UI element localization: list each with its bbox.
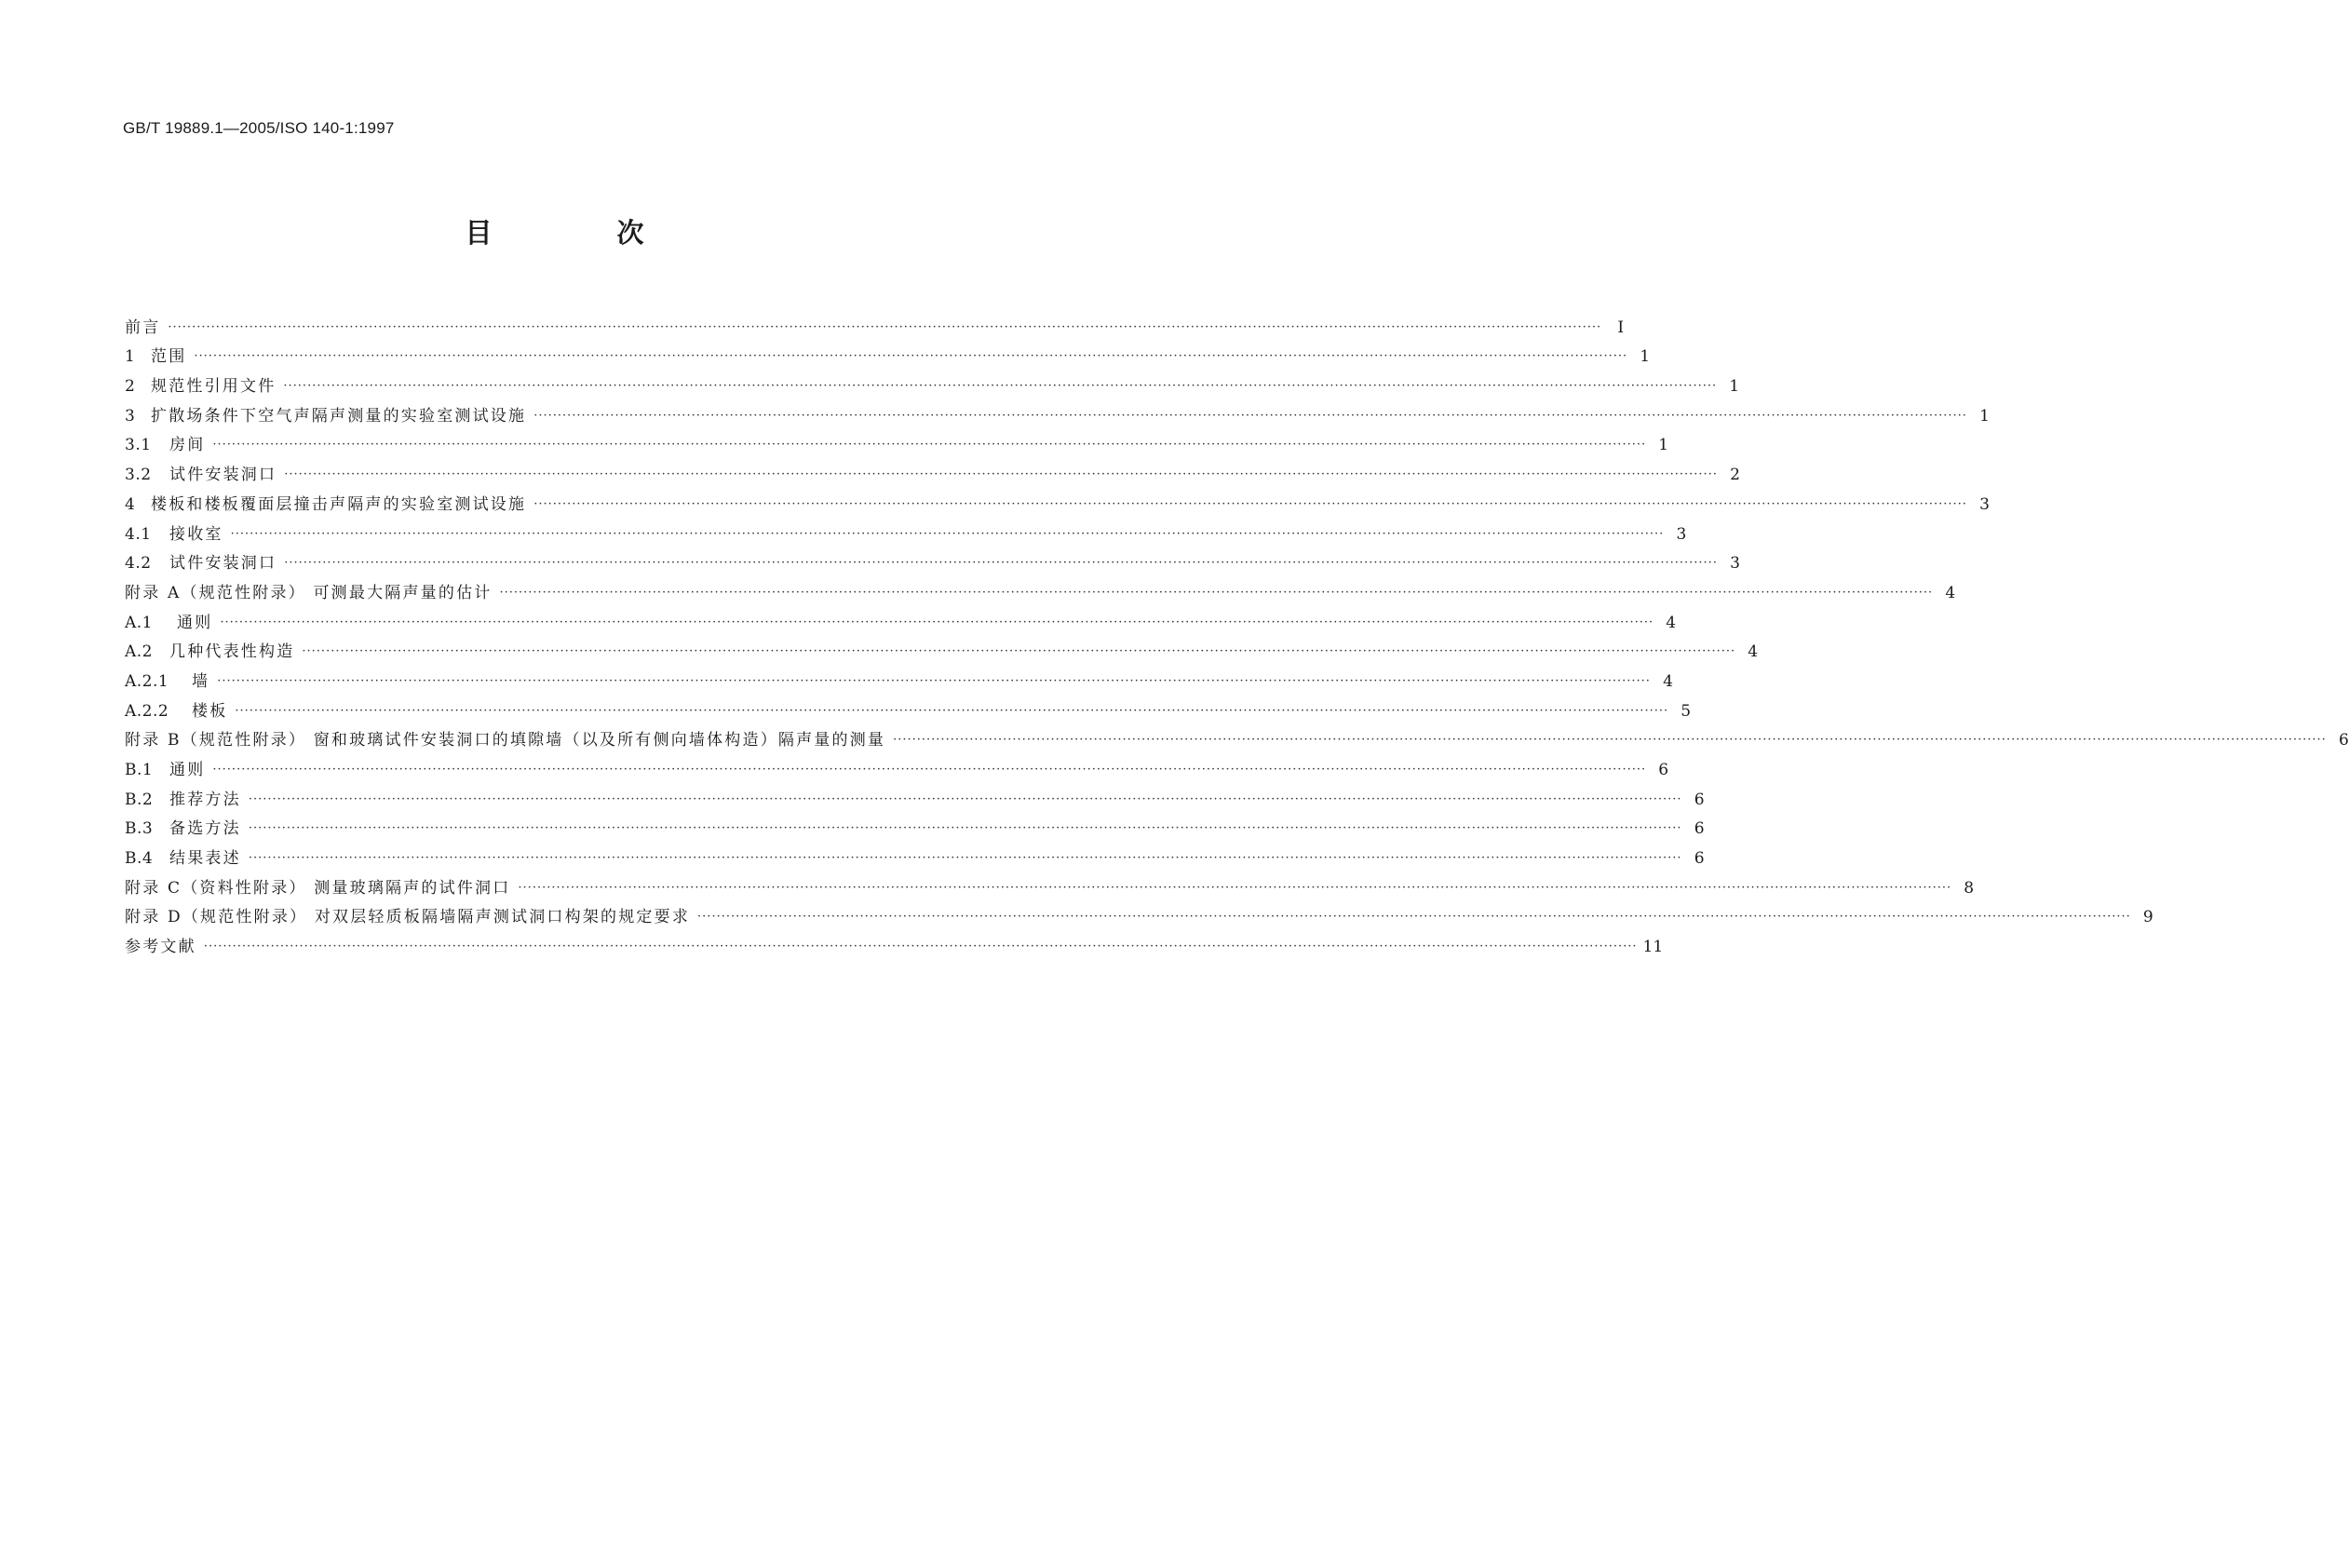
toc-entry[interactable] [125, 426, 1669, 456]
toc-entry-label: 试件安装洞口 [169, 554, 277, 574]
toc-entry-label: 房间 [169, 436, 206, 455]
toc-entry-number: 1 [125, 347, 136, 367]
toc-entry-page: 1 [1658, 436, 1669, 455]
toc-entry-page: 2 [1730, 466, 1740, 485]
toc-entry-page: 1 [1640, 347, 1651, 367]
toc-entry-page: 4 [1945, 583, 1956, 602]
toc-entry-number: 4 [125, 494, 136, 514]
toc-entry[interactable] [125, 780, 1705, 810]
toc-entry[interactable] [125, 338, 1651, 368]
toc-leader-dots: ············································································································································································································································································································ [168, 319, 1602, 334]
toc-leader-dots: ············································································································································································································································································································ [533, 496, 1967, 511]
toc-entry[interactable] [125, 455, 1740, 485]
toc-entry-label: 附录 C（资料性附录） 测量玻璃隔声的试件洞口 [125, 878, 511, 898]
toc-entry-label: 通则 [169, 761, 206, 779]
toc-entry-number: A.2.2 [125, 701, 169, 721]
toc-entry-number: 3 [125, 406, 136, 426]
toc-entry-label: 几种代表性构造 [169, 642, 295, 662]
toc-entry-label: 参考文献 [125, 938, 196, 957]
toc-entry[interactable] [125, 603, 1677, 633]
toc-entry-page: 3 [1676, 524, 1687, 544]
toc-entry-label: 墙 [192, 671, 210, 691]
toc-entry[interactable] [125, 750, 1669, 780]
toc-leader-dots: ············································································································································································································································································································ [499, 585, 1934, 600]
toc-entry[interactable] [125, 515, 1687, 545]
toc-leader-dots: ············································································································································································································································································································ [203, 939, 1638, 954]
toc-entry-page: 6 [1694, 819, 1705, 839]
toc-leader-dots: ············································································································································································································································································································ [212, 438, 1647, 453]
toc-entry[interactable] [125, 633, 1759, 663]
toc-leader-dots: ············································································································································································································································································································ [230, 526, 1665, 541]
toc-entry-page: 5 [1681, 701, 1692, 721]
toc-entry-number: B.2 [125, 790, 154, 809]
toc-entry-page: 11 [1642, 938, 1664, 957]
toc-entry-label: 楼板和楼板覆面层撞击声隔声的实验室测试设施 [151, 494, 527, 514]
toc-entry[interactable] [125, 574, 1956, 603]
toc-entry-number: 2 [125, 377, 136, 397]
toc-entry-page: 1 [1979, 406, 1990, 426]
toc-entry-page: 6 [1694, 790, 1705, 809]
toc-entry-number: A.2 [125, 642, 153, 662]
toc-leader-dots: ············································································································································································································································································································ [283, 379, 1718, 394]
toc-leader-dots: ············································································································································································································································································································ [217, 673, 1651, 688]
toc-leader-dots: ············································································································································································································································································································ [893, 733, 2327, 748]
toc-entry-label: 楼板 [192, 701, 228, 721]
toc-entry-number: 4.1 [125, 524, 152, 544]
toc-entry[interactable] [125, 692, 1692, 722]
toc-entry-label: 附录 B（规范性附录） 窗和玻璃试件安装洞口的填隙墙（以及所有侧向墙体构造）隔声量的测量 [125, 731, 886, 750]
toc-entry-label: 扩散场条件下空气声隔声测量的实验室测试设施 [151, 406, 527, 426]
toc-entry-number: 4.2 [125, 554, 152, 574]
toc-entry[interactable] [125, 545, 1740, 574]
toc-entry-label: 前言 [125, 318, 161, 337]
toc-entry-page: Ⅰ [1617, 318, 1625, 337]
toc-leader-dots: ············································································································································································································································································································ [302, 644, 1736, 659]
toc-entry-label: 附录 A（规范性附录） 可测最大隔声量的估计 [125, 583, 493, 602]
toc-entry[interactable] [125, 367, 1740, 397]
toc-entry-number: A.2.1 [125, 671, 169, 691]
toc-leader-dots: ············································································································································································································································································································ [248, 791, 1682, 806]
toc-entry-number: B.4 [125, 849, 154, 869]
toc-entry-page: 3 [1979, 494, 1990, 514]
toc-entry-number: 3.1 [125, 436, 152, 455]
toc-leader-dots: ············································································································································································································································································································ [220, 615, 1654, 629]
toc-entry[interactable] [125, 662, 1673, 692]
toc-entry[interactable] [125, 397, 1990, 426]
toc-entry[interactable] [125, 927, 1664, 957]
toc-entry-label: 试件安装洞口 [169, 466, 277, 485]
page-title: 目 次 [465, 217, 702, 249]
toc-entry-number: B.3 [125, 819, 154, 839]
toc-entry-page: 4 [1666, 613, 1677, 632]
toc-entry-page: 6 [1658, 761, 1669, 779]
toc-leader-dots: ············································································································································································································································································································ [212, 763, 1647, 777]
toc-entry-page: 4 [1748, 642, 1759, 662]
toc-entry-label: 附录 D（规范性附录） 对双层轻质板隔墙隔声测试洞口构架的规定要求 [125, 908, 691, 927]
toc-entry-label: 推荐方法 [169, 790, 241, 809]
toc-leader-dots: ············································································································································································································································································································ [697, 910, 2131, 925]
toc-entry[interactable] [125, 810, 1705, 840]
toc-entry-number: B.1 [125, 761, 154, 779]
toc-entry[interactable] [125, 308, 1625, 338]
toc-leader-dots: ············································································································································································································································································································ [248, 851, 1682, 866]
toc-leader-dots: ············································································································································································································································································································ [284, 556, 1718, 571]
toc-leader-dots: ············································································································································································································································································································ [518, 880, 1952, 895]
toc-entry-label: 备选方法 [169, 819, 241, 839]
toc-leader-dots: ············································································································································································································································································································ [235, 703, 1669, 718]
toc-entry-number: 3.2 [125, 466, 152, 485]
toc-entry[interactable] [125, 899, 2153, 928]
toc-entry-label: 范围 [151, 347, 187, 367]
toc-entry-page: 6 [1694, 849, 1705, 869]
toc-entry[interactable] [125, 485, 1990, 515]
toc-leader-dots: ············································································································································································································································································································ [248, 821, 1682, 836]
toc-entry-page: 6 [2338, 731, 2349, 750]
toc-entry-page: 1 [1729, 377, 1740, 397]
toc-entry[interactable] [125, 722, 2349, 751]
table-of-contents [125, 308, 2349, 957]
toc-entry-label: 通则 [177, 613, 213, 632]
toc-entry-number: A.1 [125, 613, 153, 632]
toc-entry-label: 规范性引用文件 [151, 377, 277, 397]
toc-entry-page: 3 [1730, 554, 1740, 574]
toc-entry-label: 结果表述 [169, 849, 241, 869]
toc-entry-page: 4 [1663, 671, 1673, 691]
toc-entry-label: 接收室 [169, 524, 223, 544]
toc-entry-page: 9 [2142, 908, 2153, 927]
toc-entry[interactable] [125, 839, 1705, 869]
toc-leader-dots: ············································································································································································································································································································ [284, 467, 1718, 482]
standard-code-header: GB/T 19889.1—2005/ISO 140-1:1997 [123, 119, 395, 137]
toc-entry[interactable] [125, 869, 1975, 899]
toc-leader-dots: ············································································································································································································································································································ [194, 349, 1628, 364]
toc-leader-dots: ············································································································································································································································································································ [533, 408, 1967, 423]
toc-entry-page: 8 [1964, 878, 1975, 898]
